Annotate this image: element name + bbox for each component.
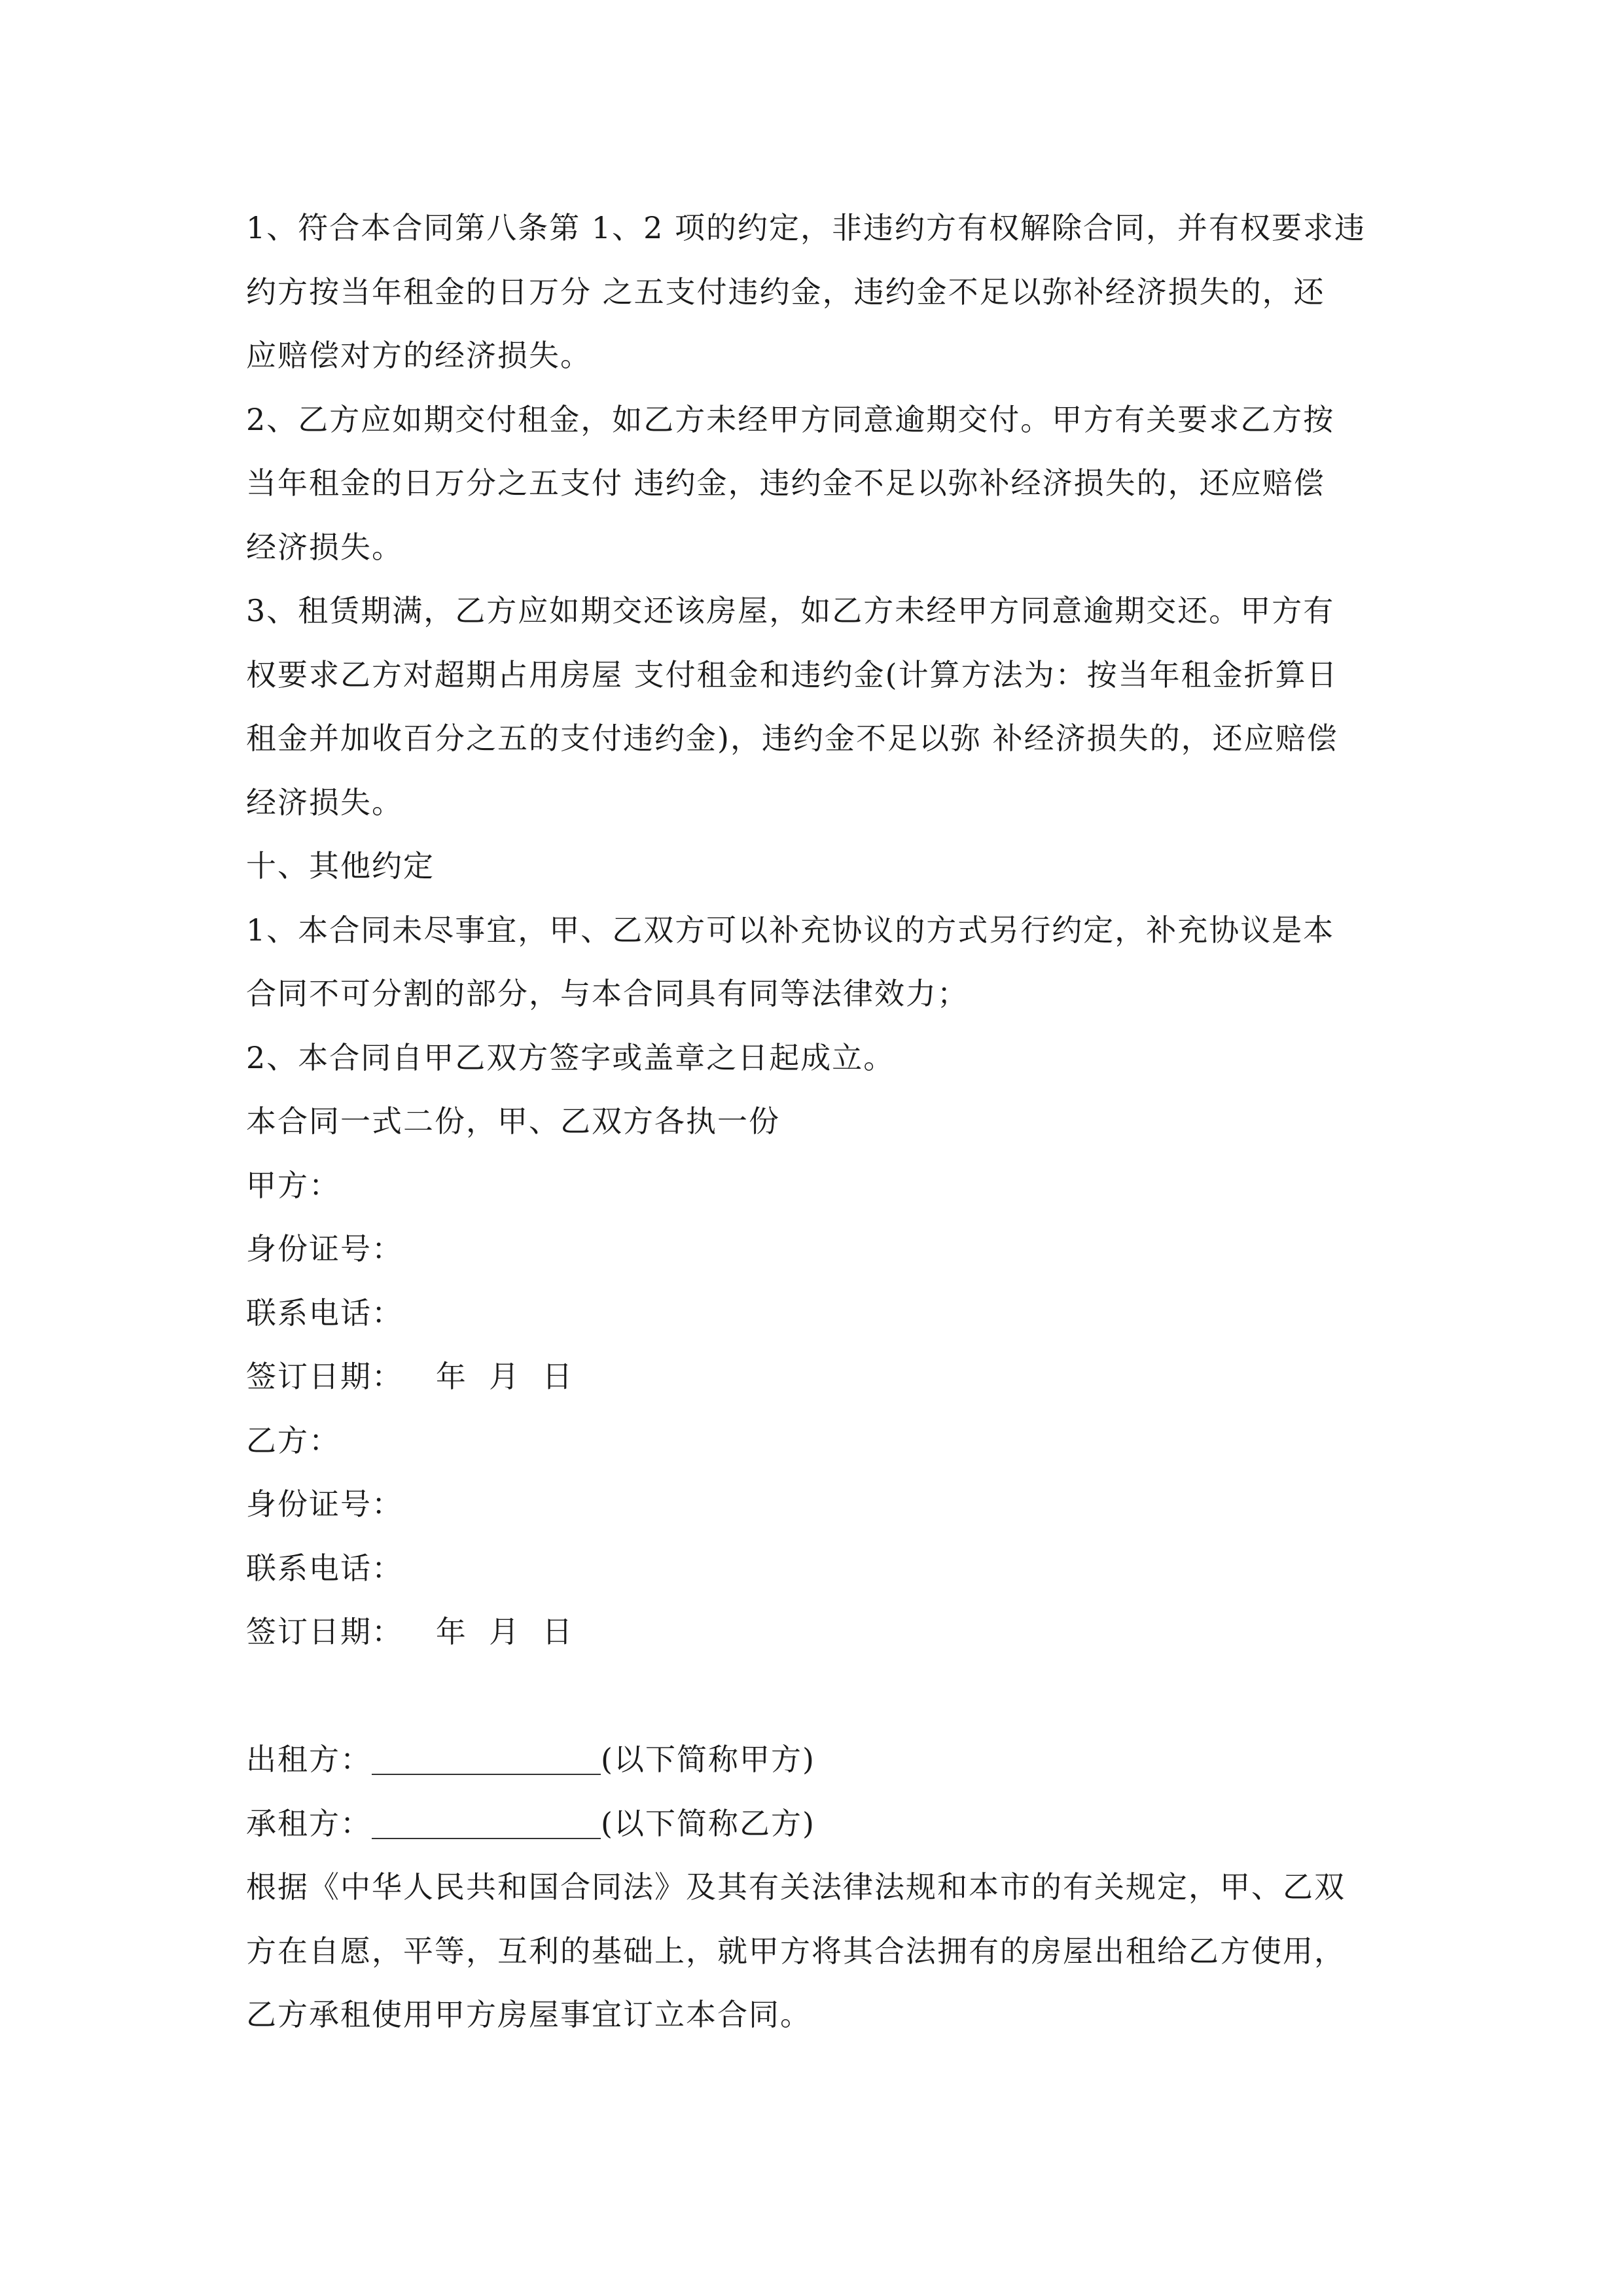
section-10-heading: 十、其他约定	[246, 848, 435, 884]
clause-10-1	[246, 899, 1385, 1026]
preamble	[246, 1856, 1385, 2047]
party-b-id-label: 身份证号：	[246, 1486, 403, 1522]
text-line: 约方按当年租金的日万分 之五支付违约金，违约金不足以弥补经济损失的，还	[246, 274, 1325, 310]
clause-9-2	[246, 388, 1385, 580]
spacer	[246, 1664, 1385, 1729]
lessee-suffix: (以下简称乙方)	[601, 1805, 815, 1841]
clause-9-1	[246, 196, 1385, 388]
lessor-line	[246, 1728, 1385, 1792]
party-a-block	[246, 1154, 1385, 1409]
document-body	[246, 196, 1385, 2047]
text-line: 2、乙方应如期交付租金，如乙方未经甲方同意逾期交付。甲方有关要求乙方按	[246, 401, 1335, 437]
text-line: 权要求乙方对超期占用房屋 支付租金和违约金(计算方法为：按当年租金折算日	[246, 656, 1338, 692]
lessor-blank	[372, 1744, 601, 1775]
party-a-id-label: 身份证号：	[246, 1231, 403, 1266]
text-line: 经济损失。	[246, 529, 403, 565]
lessor-label: 出租方：	[246, 1742, 372, 1777]
text-line: 1、本合同未尽事宜，甲、乙双方可以补充协议的方式另行约定，补充协议是本	[246, 912, 1335, 948]
text-line: 1、符合本合同第八条第 1、2 项的约定，非违约方有权解除合同，并有权要求违	[246, 210, 1366, 245]
text-line: 当年租金的日万分之五支付 违约金，违约金不足以弥补经济损失的，还应赔偿	[246, 465, 1325, 501]
party-b-label: 乙方：	[246, 1422, 340, 1458]
text-line: 方在自愿，平等，互利的基础上，就甲方将其合法拥有的房屋出租给乙方使用，	[246, 1933, 1346, 1969]
lessee-label: 承租方：	[246, 1805, 372, 1841]
party-a-phone-label: 联系电话：	[246, 1295, 403, 1331]
party-b-phone-label: 联系电话：	[246, 1550, 403, 1586]
text-line: 租金并加收百分之五的支付违约金)，违约金不足以弥 补经济损失的，还应赔偿	[246, 721, 1338, 756]
copies-statement: 本合同一式二份，甲、乙双方各执一份	[246, 1103, 780, 1139]
party-a-label: 甲方：	[246, 1167, 340, 1203]
party-a-date-label: 签订日期： 年 月 日	[246, 1359, 574, 1394]
text-line: 3、租赁期满，乙方应如期交还该房屋，如乙方未经甲方同意逾期交还。甲方有	[246, 593, 1335, 628]
text-line: 乙方承租使用甲方房屋事宜订立本合同。	[246, 1997, 812, 2032]
party-b-block	[246, 1409, 1385, 1664]
text-line: 经济损失。	[246, 784, 403, 820]
lessee-blank	[372, 1808, 601, 1839]
clause-10-2: 2、本合同自甲乙双方签字或盖章之日起成立。	[246, 1039, 895, 1075]
lessee-line	[246, 1792, 1385, 1856]
text-line: 应赔偿对方的经济损失。	[246, 338, 592, 373]
text-line: 合同不可分割的部分，与本合同具有同等法律效力；	[246, 976, 969, 1011]
clause-9-3	[246, 579, 1385, 834]
party-b-date-label: 签订日期： 年 月 日	[246, 1614, 574, 1649]
lessor-suffix: (以下简称甲方)	[601, 1742, 815, 1777]
text-line: 根据《中华人民共和国合同法》及其有关法律法规和本市的有关规定，甲、乙双	[246, 1869, 1346, 1905]
